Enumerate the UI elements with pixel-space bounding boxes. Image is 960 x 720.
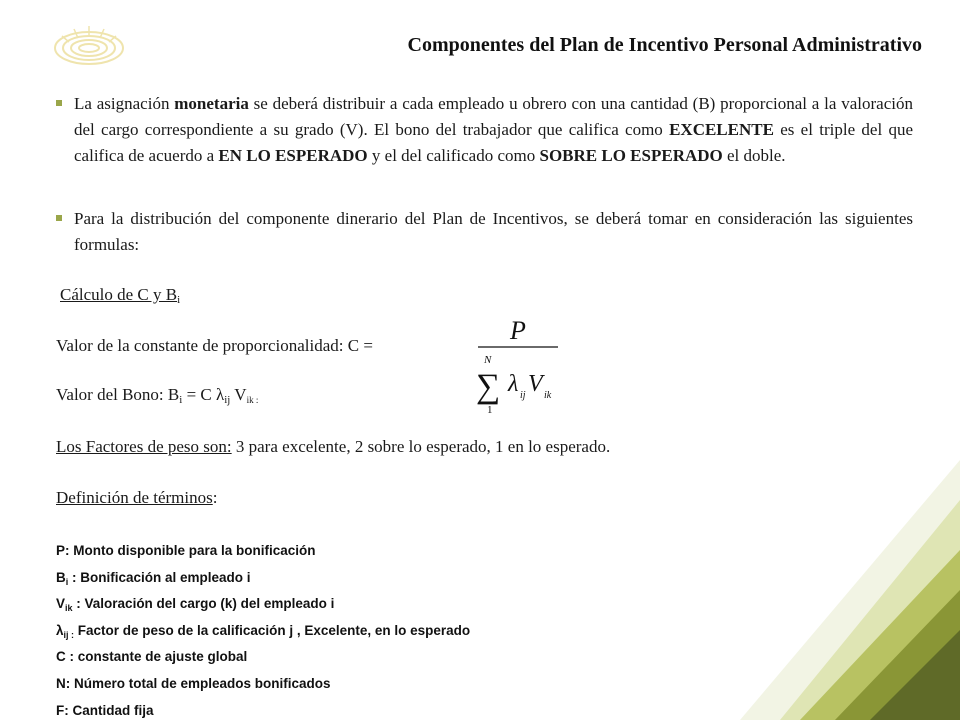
formula-v-sub: ik (544, 390, 552, 401)
b1-text-1: La asignación (74, 94, 175, 113)
formula-lambda-sub: ij (520, 390, 526, 401)
b1-bold-sobre: SOBRE LO ESPERADO (539, 146, 723, 165)
bono-part-3: V (230, 385, 247, 404)
calc-sub: i (177, 294, 181, 306)
bono-part-1: Valor del Bono: B (56, 385, 180, 404)
term-pre: λ (56, 622, 64, 638)
term-sub: ik (65, 603, 73, 614)
bono-part-2: = C λ (182, 385, 225, 404)
term-row (56, 593, 470, 620)
formula-lambda: λ (508, 371, 519, 397)
b1-text-4: y el del calificado como (367, 146, 540, 165)
term-pre: B (56, 569, 66, 585)
bullet-square-icon (56, 215, 62, 221)
formula-upper: N (484, 354, 492, 366)
b1-bold-monetaria: monetaria (174, 94, 249, 113)
bullet-paragraph-distribution (56, 206, 913, 258)
term-row (56, 646, 470, 673)
term-pre: P: Monto disponible para la bonificación (56, 543, 316, 558)
term-row (56, 540, 470, 567)
definitions-heading (56, 487, 217, 509)
term-row (56, 567, 470, 594)
term-row (56, 620, 470, 647)
definitions-label: Definición de términos (56, 488, 213, 507)
formula-fraction (470, 315, 570, 425)
b1-text-3: es el triple del que califica de acuerdo a (74, 120, 913, 165)
bono-sub-3: ik : (246, 395, 259, 405)
term-row (56, 673, 470, 700)
bono-sub-1: i (179, 394, 183, 406)
formula-v: V (528, 371, 543, 397)
bullet-paragraph-allocation (56, 91, 913, 169)
formula-numerator: P (510, 316, 526, 345)
term-sub: ij : (63, 629, 75, 640)
terms-list (56, 540, 470, 720)
factors-label: Los Factores de peso son: (56, 437, 232, 456)
factors-text: 3 para excelente, 2 sobre lo esperado, 1 en lo esperado. (231, 437, 611, 456)
calc-heading (60, 284, 180, 311)
b1-text-5: el doble. (722, 146, 786, 165)
term-pre: F: Cantidad fija (56, 702, 154, 718)
formula-lower: 1 (487, 404, 493, 416)
term-pre: N: Número total de empleados bonificados (56, 675, 331, 691)
bono-line (56, 384, 258, 411)
logo-seal-icon (52, 22, 126, 66)
term-row (56, 700, 470, 720)
b1-bold-excelente: EXCELENTE (669, 120, 774, 139)
term-post: : Valoración del cargo (k) del empleado i (72, 596, 335, 612)
bono-sub-2: ij (224, 394, 231, 406)
formula-sum: ∑ (476, 368, 501, 405)
term-post: : Bonificación al empleado i (68, 569, 251, 585)
term-pre: V (56, 596, 66, 612)
corner-decoration (740, 460, 960, 720)
b2-text: Para la distribución del componente dinerario del Plan de Incentivos, se deberá tomar en consideración las siguientes formulas: (74, 209, 913, 254)
calc-label: Cálculo de C y B (60, 285, 178, 304)
page-title: Componentes del Plan de Incentivo Personal Administrativo (407, 34, 922, 56)
factors-line (56, 436, 610, 458)
term-post: Factor de peso de la calificación j , Excelente, en lo esperado (74, 622, 471, 638)
bullet-square-icon (56, 100, 62, 106)
term-pre: C : constante de ajuste global (56, 649, 248, 665)
b1-bold-esperado: EN LO ESPERADO (218, 146, 368, 165)
term-sub: i (65, 576, 69, 587)
b1-text-2: se deberá distribuir a cada empleado u obrero con una cantidad (B) proporcional a la valoración del cargo correspondiente a su grado (V). El bono del trabajador que califica como (74, 94, 913, 139)
definitions-colon: : (212, 488, 218, 507)
constant-line: Valor de la constante de proporcionalidad: C = (56, 336, 373, 355)
